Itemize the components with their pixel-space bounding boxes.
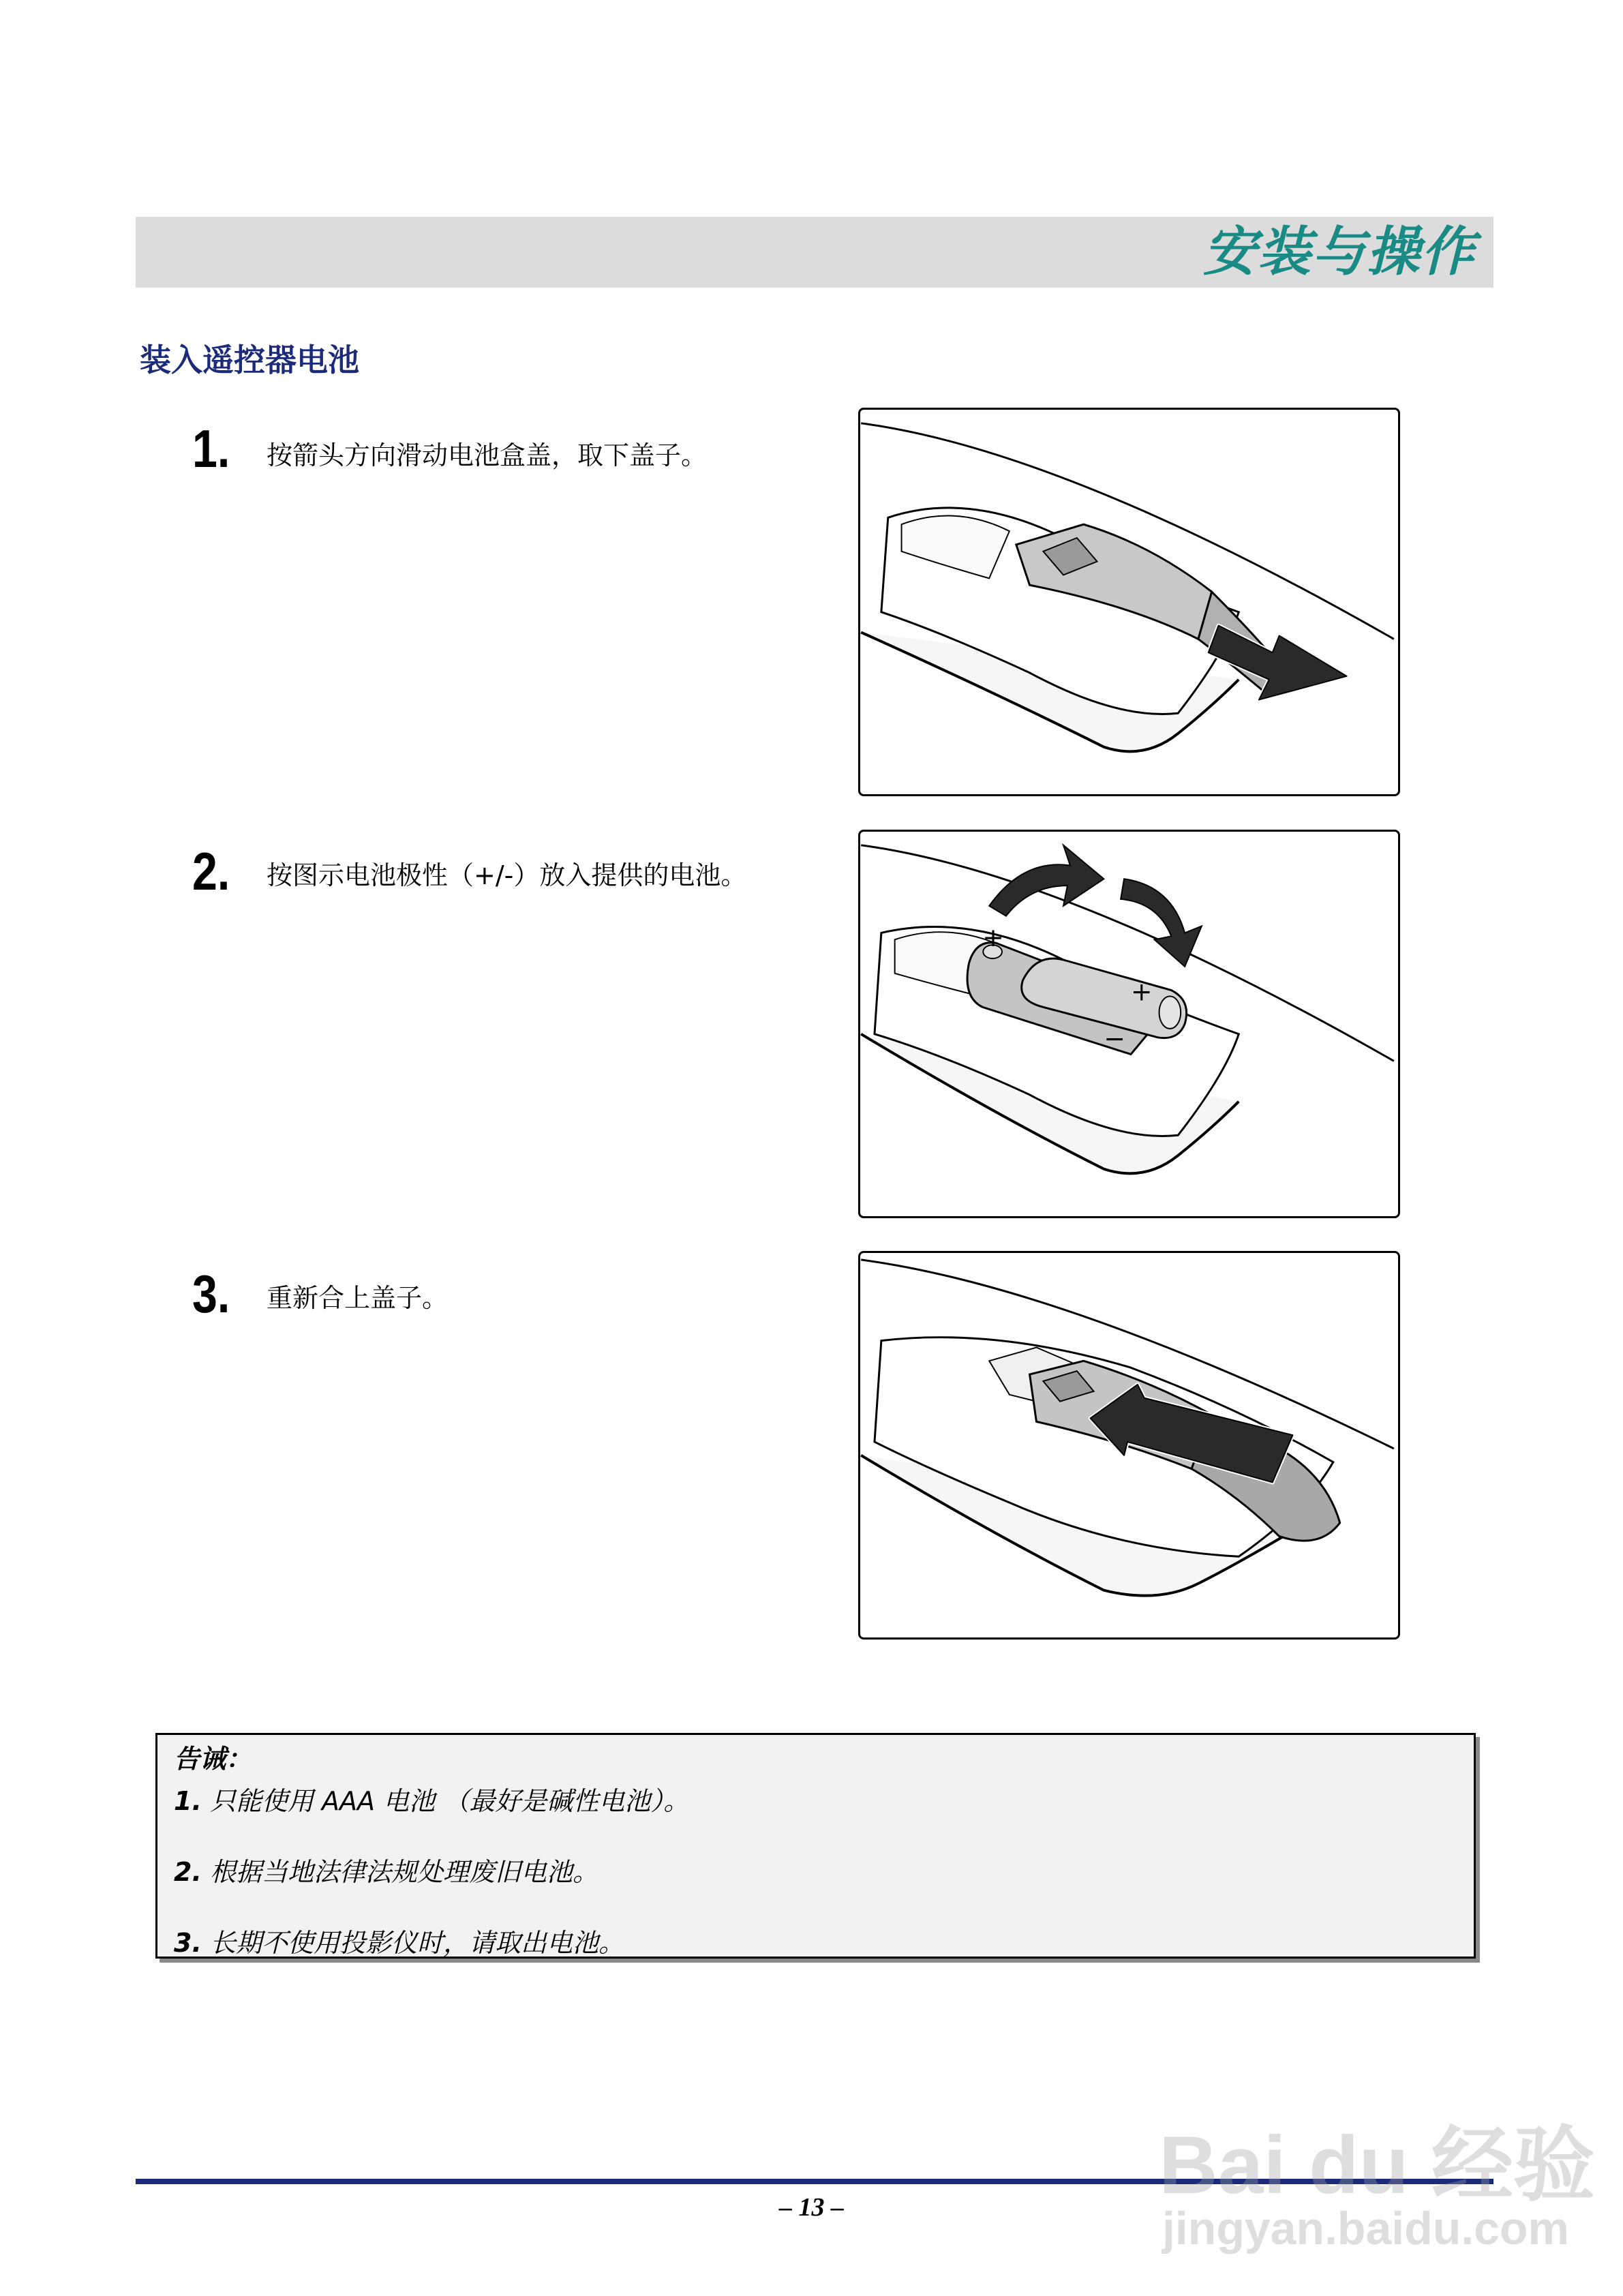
battery-plus-sign-1: + (982, 922, 1004, 953)
step-2-text: 按图示电池极性（+/-）放入提供的电池。 (267, 860, 747, 890)
remote-cover-closing-illustration (860, 1253, 1398, 1637)
step-3-text: 重新合上盖子。 (267, 1283, 449, 1313)
warning-box (155, 1733, 1476, 1959)
header-band (136, 217, 1493, 288)
figure-close-cover (858, 1251, 1400, 1640)
warning-item-1 (174, 1784, 689, 1818)
warning-item-2-number: 2. (174, 1857, 202, 1887)
warning-item-2 (174, 1855, 598, 1889)
step-3-number: 3. (192, 1264, 230, 1324)
baidu-watermark-url: jingyan.baidu.com (1162, 2203, 1569, 2254)
step-1-text: 按箭头方向滑动电池盒盖，取下盖子。 (267, 440, 708, 470)
step-1-number: 1. (192, 419, 230, 479)
remote-cover-removal-illustration (860, 410, 1398, 794)
figure-insert-batteries (858, 830, 1400, 1218)
section-title: 装入遥控器电池 (140, 342, 359, 378)
warning-item-3 (174, 1926, 624, 1960)
chapter-title: 安装与操作 (1202, 222, 1476, 283)
warning-item-3-text: 长期不使用投影仪时，请取出电池。 (201, 1928, 624, 1958)
warning-heading: 告诫： (174, 1744, 252, 1774)
figure-remove-cover (858, 408, 1400, 796)
page-number: – 13 – (779, 2193, 844, 2222)
remote-battery-insertion-illustration (860, 832, 1398, 1216)
battery-minus-sign-1: − (1104, 1023, 1125, 1054)
warning-item-2-text: 根据当地法律法规处理废旧电池。 (201, 1857, 598, 1887)
warning-item-3-number: 3. (174, 1928, 202, 1958)
baidu-watermark: Bai du 经验 (1159, 2119, 1596, 2211)
battery-plus-sign-2: + (1130, 976, 1153, 1007)
step-2-number: 2. (192, 841, 230, 901)
warning-item-1-number: 1. (174, 1786, 202, 1816)
warning-item-1-text: 只能使用 AAA 电池 （最好是碱性电池）。 (201, 1786, 690, 1816)
